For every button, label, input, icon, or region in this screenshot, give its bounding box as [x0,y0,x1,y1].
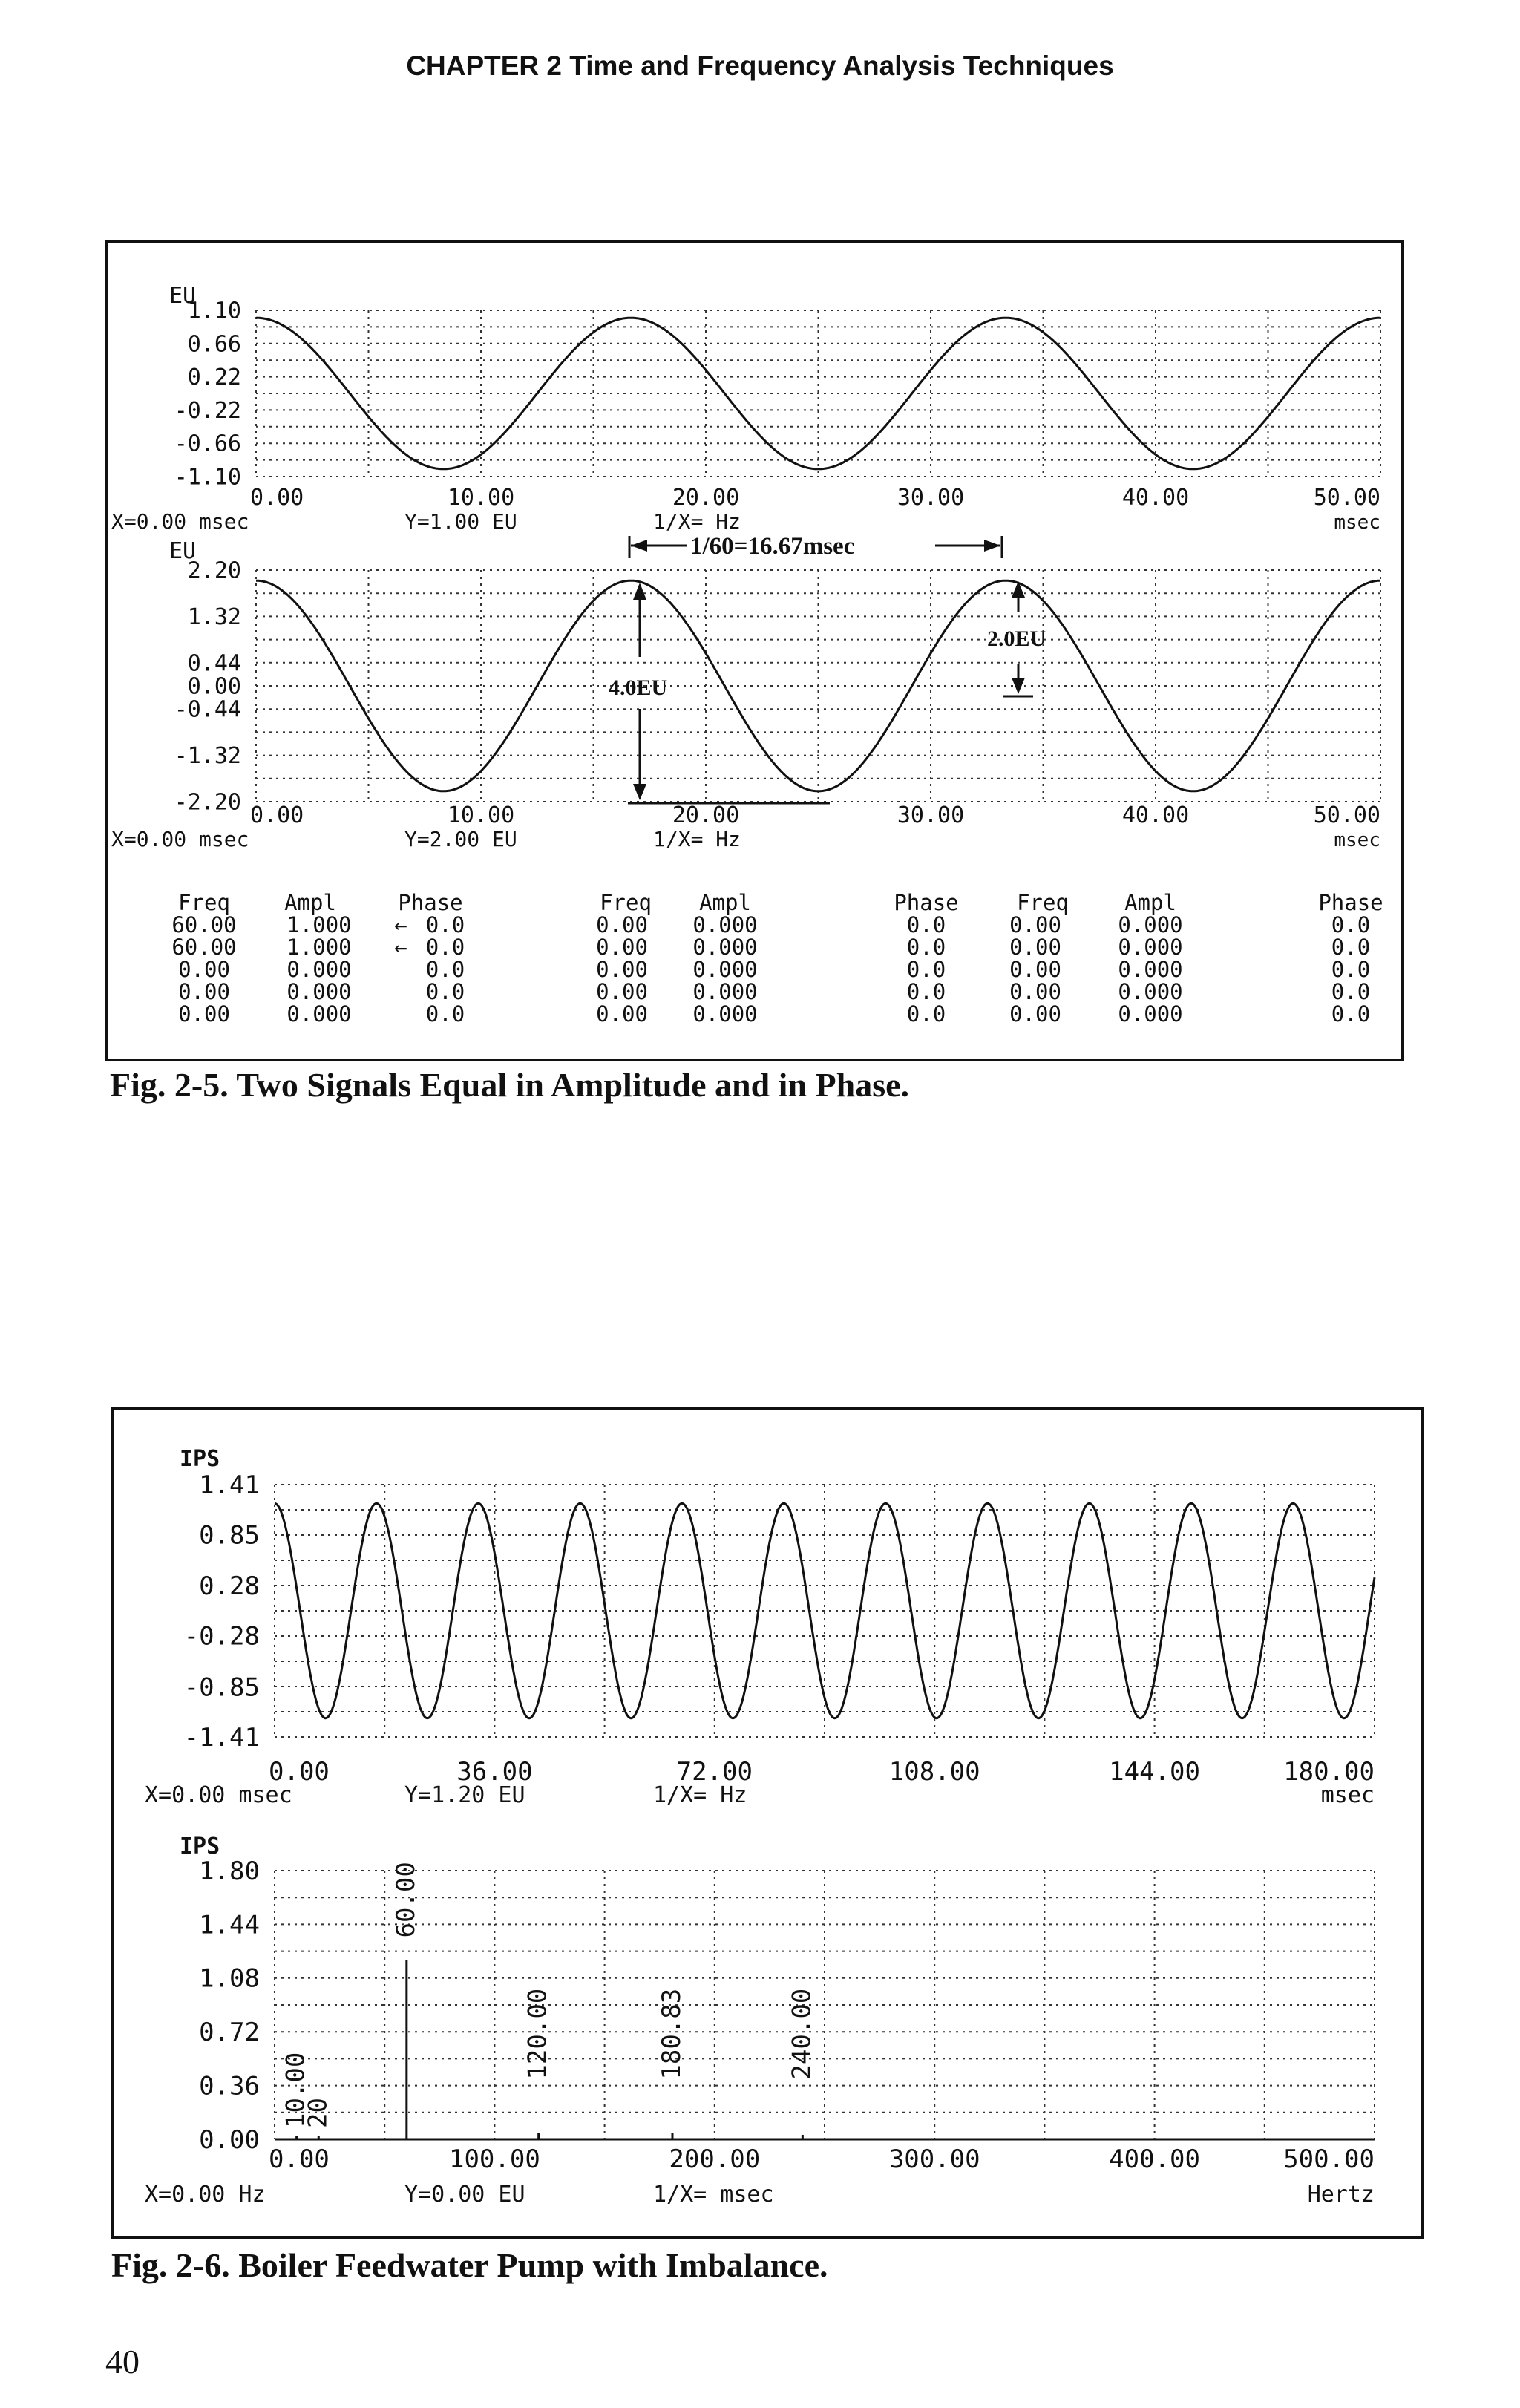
y-tick-label: 1.08 [199,1963,260,1994]
y-tick-label: 0.22 [187,364,241,391]
x-tick-label: 108.00 [888,1757,980,1787]
y-tick-label: 0.66 [187,331,241,358]
top6-status-y: Y=1.20 EU [404,1782,525,1808]
bot5-status-inv: 1/X= Hz [653,827,741,851]
table-cell: 0.000 [286,1001,352,1027]
table-cell: 0.0 [1331,979,1371,1004]
x-tick-label: 100.00 [448,2144,540,2174]
table-cell: 0.0 [1331,957,1371,982]
y-tick-label: 1.44 [199,1910,260,1940]
table-cell: 0.0 [1331,935,1371,960]
x-tick-label: 0.00 [269,2144,330,2174]
table-cell: 0.00 [1009,957,1061,982]
table-cell: 0.0 [425,957,465,982]
y-tick-label: 0.44 [187,650,241,677]
bot6-status-inv: 1/X= msec [653,2182,774,2208]
peak-label: 240.00 [787,1988,817,2080]
x-tick-label: 0.00 [269,1757,330,1787]
table-cell: 0.0 [906,912,946,938]
table-cell: 60.00 [171,935,237,960]
y-tick-label: -1.10 [174,464,241,491]
x-tick-label: 200.00 [669,2144,761,2174]
x-tick-label: 0.00 [250,485,304,511]
peak-label: 60.00 [390,1862,421,1938]
table-cell: 0.00 [596,979,648,1004]
peak-label: 10.00 [281,2052,311,2128]
table-cell: 0.00 [178,1001,230,1027]
table-header: Phase [398,890,463,915]
x-tick-label: 400.00 [1109,2144,1201,2174]
table-cell: 0.00 [178,979,230,1004]
y-tick-label: 0.00 [199,2124,260,2155]
table-cell: ← [394,912,407,938]
table-header: Freq [1017,890,1069,915]
x-tick-label: 50.00 [1313,485,1380,511]
y-tick-label: -2.20 [174,789,241,816]
table-cell: 0.0 [906,957,946,982]
table-header: Freq [178,890,230,915]
x-tick-label: 20.00 [672,485,740,511]
table-cell: 0.0 [1331,1001,1371,1027]
table-cell: 1.000 [286,912,352,938]
table-cell: 0.00 [1009,1001,1061,1027]
y-tick-label: -0.66 [174,431,241,457]
period-annotation [629,533,1002,560]
table-cell: 0.000 [692,1001,758,1027]
y-tick-label: 0.85 [199,1520,260,1551]
y-tick-label: 1.41 [199,1470,260,1500]
peak-to-peak-label: 4.0EU [609,675,668,700]
x-tick-label: 10.00 [447,485,515,511]
bot5-status-y: Y=2.00 EU [404,827,517,851]
x-tick-label: 180.00 [1283,1757,1375,1787]
table-header: Ampl [284,890,336,915]
y-tick-label: 0.28 [199,1571,260,1602]
amplitude-annotation [987,581,1046,696]
y-tick-label: -0.85 [183,1672,260,1703]
bot5-status-x: X=0.00 msec [111,827,249,851]
table-cell: 0.000 [692,912,758,938]
table-cell: 0.00 [596,935,648,960]
y-tick-label: -1.32 [174,743,241,770]
table-cell: 0.0 [425,912,465,938]
table-cell: 0.000 [692,957,758,982]
table-cell: 0.000 [1118,935,1183,960]
table-cell: 0.00 [1009,935,1061,960]
table-cell: 0.0 [1331,912,1371,938]
table-cell: 0.000 [692,935,758,960]
x-tick-label: 30.00 [897,485,965,511]
table-cell: 0.00 [596,957,648,982]
table-cell: 0.0 [906,1001,946,1027]
bot6-x-unit: Hertz [1307,2182,1375,2208]
bot5-unit: EU [169,538,197,564]
y-tick-label: 0.72 [199,2018,260,2048]
bot6-status-x: X=0.00 Hz [145,2182,266,2208]
table-cell: 0.000 [692,979,758,1004]
table-cell: 0.0 [906,935,946,960]
table-cell: 60.00 [171,912,237,938]
table-cell: 0.00 [178,957,230,982]
table-cell: ← [394,935,407,960]
x-tick-label: 0.00 [250,802,304,828]
bot5-x-unit: msec [1334,829,1380,851]
y-tick-label: 1.32 [187,603,241,630]
peak-label: 180.83 [656,1988,687,2080]
top5-x-unit: msec [1334,511,1380,534]
table-header: Ampl [699,890,751,915]
chapter-header: CHAPTER 2 Time and Frequency Analysis Techniques [406,50,1114,81]
table-cell: 1.000 [286,935,352,960]
plot-3 [184,1470,1375,1787]
y-tick-label: 1.80 [199,1856,260,1886]
y-tick-label: -0.28 [183,1621,260,1652]
top6-x-unit: msec [1320,1782,1375,1808]
x-tick-label: 144.00 [1109,1757,1201,1787]
peak-label: 120.00 [522,1988,553,2080]
plot-4 [199,1856,1375,2174]
table-cell: 0.0 [425,935,465,960]
x-tick-label: 20.00 [672,802,740,828]
y-tick-label: -0.44 [174,696,241,723]
y-tick-label: -1.41 [183,1722,260,1753]
page-number: 40 [105,2343,140,2381]
top5-status-x: X=0.00 msec [111,509,249,534]
top5-status-inv: 1/X= Hz [653,509,741,534]
table-cell: 0.00 [1009,979,1061,1004]
bot6-unit: IPS [180,1833,220,1859]
table-cell: 0.000 [1118,1001,1183,1027]
table-header: Ampl [1124,890,1176,915]
period-label: 1/60=16.67msec [690,533,855,560]
x-tick-label: 50.00 [1313,802,1380,828]
table-header: Phase [894,890,959,915]
x-tick-label: 500.00 [1283,2144,1375,2174]
x-tick-label: 72.00 [676,1757,753,1787]
table-cell: 0.000 [1118,912,1183,938]
x-tick-label: 36.00 [456,1757,533,1787]
y-tick-label: 0.36 [199,2071,260,2101]
table-cell: 0.000 [286,957,352,982]
y-tick-label: 1.10 [187,298,241,324]
amplitude-label: 2.0EU [987,626,1046,651]
top5-unit: EU [169,283,197,309]
table-cell: 0.00 [1009,912,1061,938]
table-cell: 0.00 [596,912,648,938]
table-cell: 0.000 [286,979,352,1004]
top6-status-inv: 1/X= Hz [653,1782,747,1808]
y-tick-label: 2.20 [187,557,241,584]
figure-2-5-caption: Fig. 2-5. Two Signals Equal in Amplitude and in Phase. [110,1066,910,1104]
top6-status-x: X=0.00 msec [145,1782,292,1808]
table-cell: 0.0 [425,979,465,1004]
figure-2-6-caption: Fig. 2-6. Boiler Feedwater Pump with Imbalance. [111,2246,828,2284]
plot-2 [174,558,1380,829]
x-tick-label: 300.00 [888,2144,980,2174]
x-tick-label: 10.00 [447,802,515,828]
plot-1 [174,298,1380,511]
x-tick-label: 40.00 [1121,802,1190,828]
table-cell: 0.000 [1118,979,1183,1004]
table-header: Phase [1318,890,1383,915]
table-header: Freq [600,890,652,915]
y-tick-label: 0.00 [187,673,241,700]
x-tick-label: 40.00 [1121,485,1190,511]
y-tick-label: -0.22 [174,397,241,424]
bot6-status-y: Y=0.00 EU [404,2182,525,2208]
table-cell: 0.0 [906,979,946,1004]
table-cell: 0.00 [596,1001,648,1027]
x-tick-label: 30.00 [897,802,965,828]
top5-status-y: Y=1.00 EU [404,509,517,534]
harmonics-table [171,890,1383,1027]
peak-label: 20 [303,2098,333,2128]
top6-unit: IPS [180,1446,220,1472]
table-cell: 0.0 [425,1001,465,1027]
table-cell: 0.000 [1118,957,1183,982]
